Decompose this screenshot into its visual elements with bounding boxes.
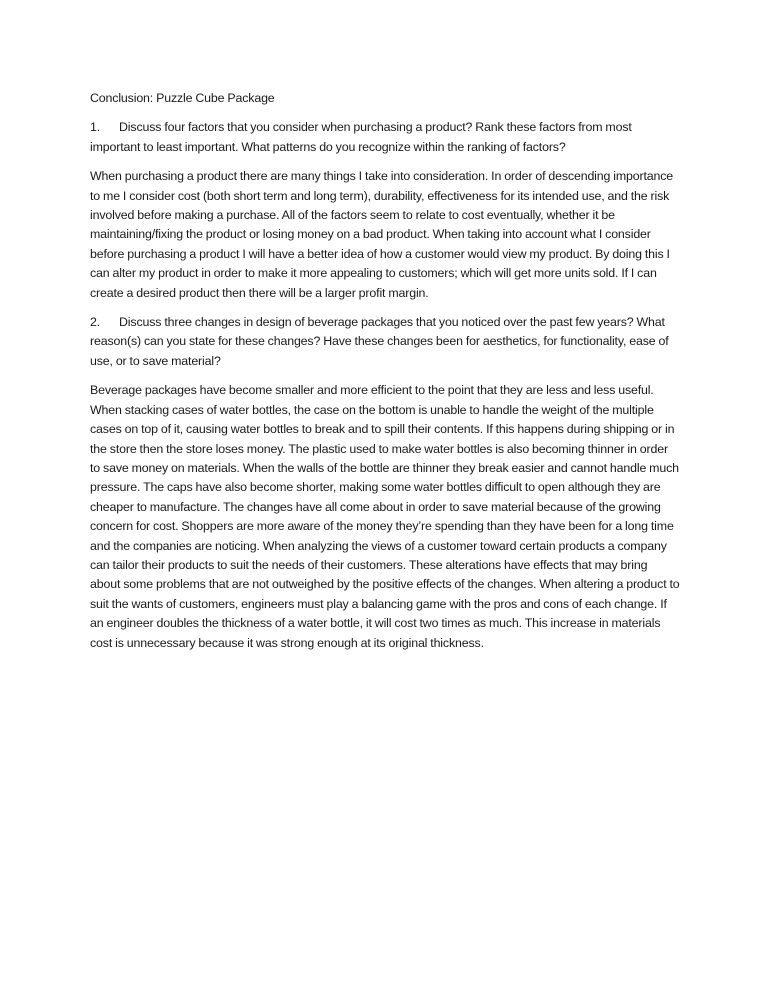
document-body <box>90 89 680 663</box>
question-1-number: 1. <box>90 120 101 135</box>
document-title: Conclusion: Puzzle Cube Package <box>90 91 275 105</box>
answer-2: Beverage packages have become smaller and more efficient to the point that they are less and less useful. When stacking cases of water bottles, the case on the bottom is unable to handle the weight of the multiple cases on top of it, causing water bottles to break and to spill their contents. If this happens during shipping or in the store then the store loses money. The plastic used to make water bottles is also becoming thinner in order to save money on materials. When the walls of the bottle are thinner they break easier and cannot handle much pressure. The caps have also become shorter, making some water bottles difficult to open although they are cheaper to manufacture. The changes have all come about in order to save material because of the growing concern for cost. Shoppers are more aware of the money they’re spending than they have been for a long time and the companies are noticing. When analyzing the views of a customer toward certain products a company can tailor their products to suit the needs of their customers. These alterations have effects that may bring about some problems that are not outweighed by the positive effects of the changes. When altering a product to suit the wants of customers, engineers must play a balancing game with the pros and cons of each change. If an engineer doubles the thickness of a water bottle, it will cost two times as much. This increase in materials cost is unnecessary because it was strong enough at its original thickness. <box>90 383 680 650</box>
question-2-text: Discuss three changes in design of beverage packages that you noticed over the past few years? What reason(s) can you state for these changes? Have these changes been for aesthetics, for functionality, ease of use, or to save material? <box>90 315 669 368</box>
question-2 <box>90 313 680 371</box>
question-1-text: Discuss four factors that you consider when purchasing a product? Rank these factors from most important to least important. What patterns do you recognize within the ranking of factors? <box>90 120 632 154</box>
question-1 <box>90 118 680 157</box>
answer-1: When purchasing a product there are many things I take into consideration. In order of descending importance to me I consider cost (both short term and long term), durability, effectiveness for its intended use, and the risk involved before making a purchase. All of the factors seem to relate to cost eventually, whether it be maintaining/fixing the product or losing money on a bad product. When taking into account what I consider before purchasing a product I will have a better idea of how a customer would view my product. By doing this I can alter my product in order to make it more appealing to customers; which will get more units sold. If I can create a desired product then there will be a larger profit margin. <box>90 169 674 300</box>
question-2-number: 2. <box>90 315 101 330</box>
